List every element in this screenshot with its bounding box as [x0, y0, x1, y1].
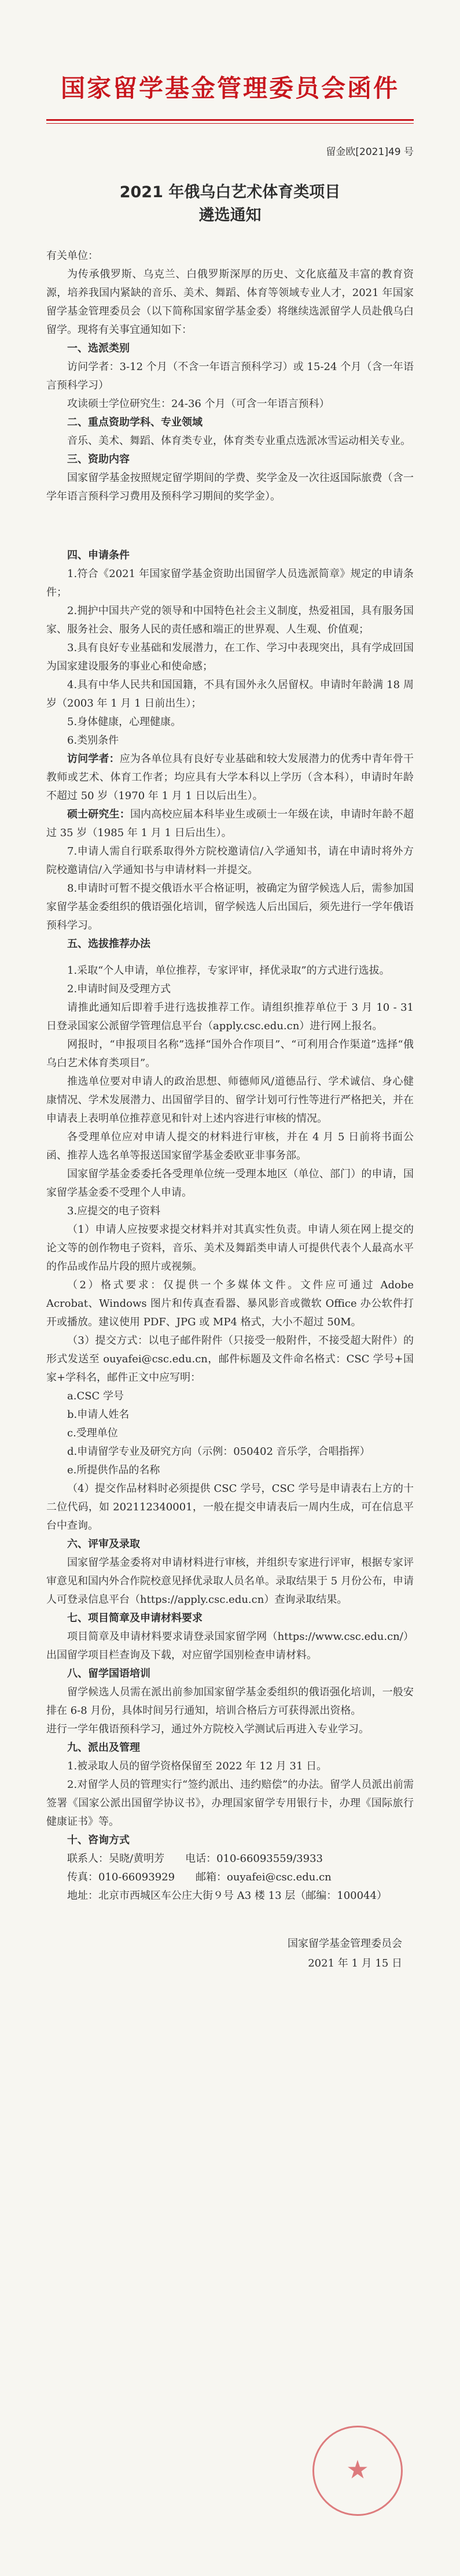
selection-para: 1.采取“个人申请，单位推荐，专家评审，择优录取”的方式进行选拔。: [67, 964, 390, 977]
contact-line: 地址：北京市西城区车公庄大街９号 A3 楼 13 层（邮编：100044）: [67, 1890, 387, 1902]
language-training-para: 留学候选人员需在派出前参加国家留学基金委组织的俄语强化培训，一般安排在 6-8 月份，具体时间另行通知，培训合格后方可获得派出资格。: [46, 1686, 414, 1717]
condition-label: 访问学者：: [67, 753, 120, 765]
management-para: 1.被录取人员的留学资格保留至 2022 年 12 月 31 日。: [67, 1760, 327, 1772]
condition-item: 7.申请人需自行联系取得外方院校邀请信/入学通知书，请在申请时将外方院校邀请信/入学通知书与申请材料一并提交。: [46, 845, 414, 876]
review-para: 国家留学基金委将对申请材料进行审核，并组织专家进行评审，根据专家评审意见和国内外合作院校意见择优录取人员名单。录取结果于 5 月份公布，申请人可登录信息平台（https://apply.csc.edu.cn）查询录取结果。: [46, 1557, 414, 1606]
section-1-para: 攻读硕士学位研究生：24-36 个月（可含一年语言预科）: [67, 398, 330, 410]
title-line-1: 2021 年俄乌白艺术体育类项目: [119, 183, 341, 201]
section-5-heading: 五、选拔推荐办法: [67, 938, 150, 950]
selection-para: （3）提交方式：以电子邮件附件（只接受一般附件，不接受超大附件）的形式发送至 ouyafei@csc.edu.cn，邮件标题及文件命名格式：CSC 学号+国家+学科名，邮件正文中应写明：: [46, 1335, 414, 1384]
selection-para: （2）格式要求：仅提供一个多媒体文件。文件应可通过 Adobe Acrobat、Windows 图片和传真查看器、暴风影音或微软 Office 办公软件打开或播放。建议使用 PDF、JPG 或 MP4 格式，大小不超过 50M。: [46, 1279, 414, 1328]
selection-para: 网报时，“申报项目名称”选择“国外合作项目”、“可利用合作渠道”选择“俄乌白艺术体育类项目”。: [46, 1038, 414, 1069]
letterhead-rule-thin: [46, 123, 414, 124]
intro-paragraph: 为传承俄罗斯、乌克兰、白俄罗斯深厚的历史、文化底蕴及丰富的教育资源，培养我国内紧缺的音乐、美术、舞蹈、体育等领域专业人才，2021 年国家留学基金管理委员会（以下简称国家留学基金委）将继续选派留学人员赴俄乌白留学。现将有关事宜通知如下：: [46, 268, 414, 336]
section-3-heading: 三、资助内容: [67, 453, 130, 465]
selection-para: （1）申请人应按要求提交材料并对其真实性负责。申请人须在网上提交的论文等的创作物电子资料，音乐、美术及舞蹈类申请人可提供代表个人最高水平的作品或作品片段的照片或视频。: [46, 1224, 414, 1273]
email-item: c.受理单位: [67, 1427, 118, 1439]
section-10-heading: 十、咨询方式: [67, 1834, 130, 1846]
condition-item: 1.符合《2021 年国家留学基金资助出国留学人员选派简章》规定的申请条件；: [46, 568, 414, 598]
condition-item: 2.拥护中国共产党的领导和中国特色社会主义制度，热爱祖国，具有服务国家、服务社会、服务人民的责任感和端正的世界观、人生观、价值观；: [46, 605, 414, 635]
official-seal: [312, 2426, 403, 2516]
section-3-para: 国家留学基金按照规定留学期间的学费、奖学金及一次往返国际旅费（含一学年语言预科学习费用及预科学习期间的奖学金）。: [46, 472, 414, 502]
condition-visiting-scholar: [46, 750, 414, 805]
condition-item: 8.申请时可暂不提交俄语水平合格证明，被确定为留学候选人后，需参加国家留学基金委组织的俄语强化培训，留学候选人后出国后，须先进行一学年俄语预科学习。: [46, 882, 414, 932]
section-7-heading: 七、项目简章及申请材料要求: [67, 1612, 203, 1624]
brochure-para: 项目简章及申请材料要求请登录国家留学网（https://www.csc.edu.cn/）出国留学项目栏查询及下载，对应留学国别检查申请材料。: [46, 1631, 414, 1661]
selection-para: 推选单位要对申请人的政治思想、师德师风/道德品行、学术诚信、身心健康情况、学术发展潜力、出国留学目的、留学计划可行性等进行严格把关，并在申请表上表明单位推荐意见和针对上述内容进行审核的情况。: [46, 1076, 414, 1125]
selection-para: 请推此通知后即着手进行选拔推荐工作。请组织推荐单位于 3 月 10 - 31 日登录国家公派留学管理信息平台（apply.csc.edu.cn）进行网上报名。: [46, 1001, 414, 1032]
condition-item: 5.身体健康，心理健康。: [67, 716, 182, 728]
condition-item: 3.具有良好专业基础和发展潜力，在工作、学习中表现突出，具有学成回国为国家建设服务的事业心和使命感；: [46, 642, 414, 672]
signature-block: [46, 1934, 414, 1973]
section-2-heading: 二、重点资助学科、专业领域: [67, 416, 203, 428]
condition-item: 6.类别条件: [67, 734, 119, 746]
section-4-heading: 四、申请条件: [67, 549, 130, 561]
management-para: 2.对留学人员的管理实行“签约派出、违约赔偿”的办法。留学人员派出前需签署《国家公派出国留学协议书》，办理国家留学专用银行卡，办理《国际旅行健康证书》等。: [46, 1779, 414, 1828]
document-number: 留金欧[2021]49 号: [326, 146, 414, 158]
document-title: [46, 181, 414, 227]
condition-label: 硕士研究生：: [67, 808, 130, 821]
title-line-2: 遴选通知: [198, 206, 262, 224]
selection-para: 2.申请时间及受理方式: [67, 983, 171, 995]
selection-para: 国家留学基金委委托各受理单位统一受理本地区（单位、部门）的申请，国家留学基金委不受理个人申请。: [46, 1168, 414, 1199]
selection-para: 各受理单位应对申请人提交的材料进行审核，并在 4 月 5 日前将书面公函、推荐人选名单等报送国家留学基金委欧亚非事务部。: [46, 1131, 414, 1162]
signature-org: 国家留学基金管理委员会: [288, 1938, 402, 1950]
selection-para: 3.应提交的电子资料: [67, 1205, 161, 1217]
letterhead-rule: [46, 119, 414, 121]
condition-text: 国内高校应届本科毕业生或硕士一年级在读，申请时年龄不超过 35 岁（1985 年 1 月 1 日后出生）。: [46, 808, 414, 839]
section-6-heading: 六、评审及录取: [67, 1538, 140, 1550]
email-item: a.CSC 学号: [67, 1390, 124, 1402]
section-2-para: 音乐、美术、舞蹈、体育类专业，体育类专业重点选派冰雪运动相关专业。: [67, 435, 411, 447]
section-1-heading: 一、选派类别: [67, 342, 130, 354]
condition-master: [46, 805, 414, 842]
selection-para: （4）提交作品材料时必须提供 CSC 学号，CSC 学号是申请表右上方的十二位代码，如 202112340001，一般在提交申请表后一周内生成，可在信息平台中查询。: [46, 1483, 414, 1532]
signature-date: 2021 年 1 月 15 日: [308, 1957, 402, 1969]
condition-item: 4.具有中华人民共和国国籍，不具有国外永久居留权。申请时年龄满 18 周岁（2003 年 1 月 1 日前出生）；: [46, 679, 414, 709]
condition-text: 应为各单位具有良好专业基础和较大发展潜力的优秀中青年骨干教师或艺术、体育工作者；均应具有大学本科以上学历（含本科），申请时年龄不超过 50 岁（1970 年 1 月 1 日以后出生）。: [46, 753, 414, 802]
section-9-heading: 九、派出及管理: [67, 1742, 140, 1754]
spacer: [46, 953, 414, 962]
page-break-gap: [46, 506, 414, 546]
contact-line: 传真：010-66093929 邮箱：ouyafei@csc.edu.cn: [67, 1871, 332, 1883]
seal-star-icon: ★: [346, 2455, 369, 2485]
contact-line: 联系人：吴晓/黄明芳 电话：010-66093559/3933: [67, 1853, 323, 1865]
section-8-heading: 八、留学国语培训: [67, 1668, 150, 1680]
email-item: e.所提供作品的名称: [67, 1464, 160, 1476]
salutation: 有关单位：: [46, 250, 98, 262]
section-1-para: 访问学者：3-12 个月（不含一年语言预科学习）或 15-24 个月（含一年语言预科学习）: [46, 361, 414, 391]
email-item: d.申请留学专业及研究方向（示例：050402 音乐学，合唱指挥）: [67, 1446, 370, 1458]
letterhead-title: 国家留学基金管理委员会函件: [60, 74, 399, 102]
language-training-para: 进行一学年俄语预科学习，通过外方院校入学测试后再进入专业学习。: [46, 1723, 369, 1735]
email-item: b.申请人姓名: [67, 1409, 130, 1421]
